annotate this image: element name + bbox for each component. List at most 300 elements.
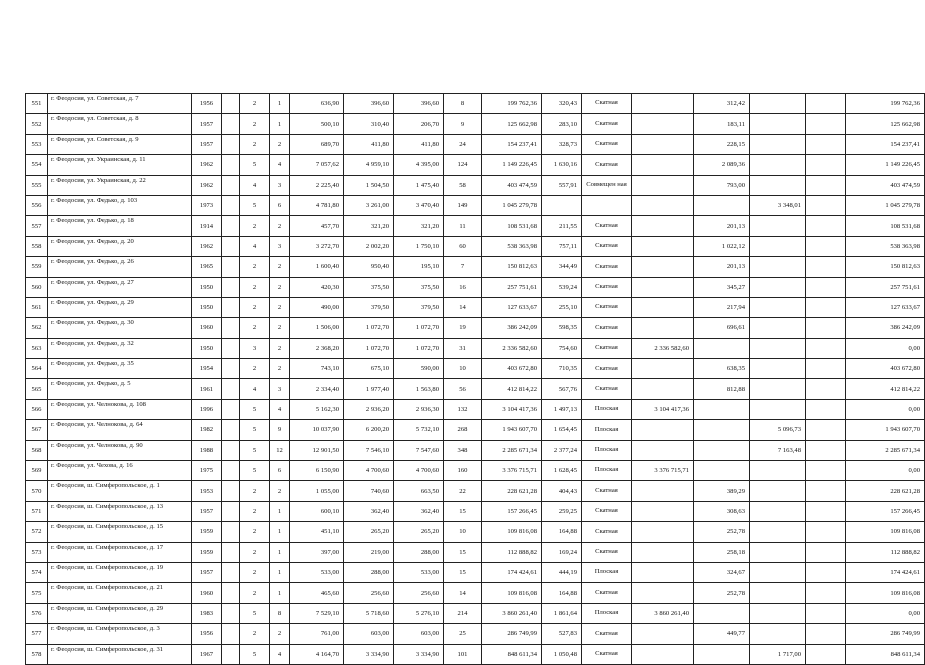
total-area-cell: 6 150,90 — [290, 461, 344, 481]
total-cell: 0,00 — [846, 603, 925, 623]
empty-cell — [222, 338, 240, 358]
cost-cell: 150 812,63 — [482, 257, 542, 277]
row-number-cell: 578 — [26, 644, 48, 664]
year-cell: 1950 — [192, 277, 222, 297]
roof-type-cell: Скатная — [582, 583, 632, 603]
unit-cost-cell: 328,73 — [542, 134, 582, 154]
year-cell: 1965 — [192, 257, 222, 277]
residents-cell: 15 — [444, 501, 482, 521]
year-cell: 1988 — [192, 440, 222, 460]
row-number-cell: 569 — [26, 461, 48, 481]
table-row — [26, 399, 925, 419]
cost-cell: 3 860 261,40 — [482, 603, 542, 623]
entrances-cell: 1 — [270, 522, 290, 542]
cost-cell: 403 672,80 — [482, 359, 542, 379]
roof-cost-cell — [632, 195, 694, 215]
year-cell: 1962 — [192, 175, 222, 195]
year-cell: 1975 — [192, 461, 222, 481]
year-cell: 1953 — [192, 481, 222, 501]
entrances-cell: 2 — [270, 481, 290, 501]
total-area-cell: 743,10 — [290, 359, 344, 379]
area-cell: 375,50 — [344, 277, 394, 297]
empty-cell — [806, 318, 846, 338]
other-cost-cell: 3 348,01 — [750, 195, 806, 215]
total-cell: 108 531,68 — [846, 216, 925, 236]
roof-repair-cell: 201,13 — [694, 257, 750, 277]
area-cell: 950,40 — [344, 257, 394, 277]
address-cell: г. Феодосия, ул. Федько, д. 5 — [48, 379, 192, 399]
total-area-cell: 533,00 — [290, 562, 344, 582]
area-cell: 4 959,10 — [344, 155, 394, 175]
row-number-cell: 575 — [26, 583, 48, 603]
empty-cell — [806, 644, 846, 664]
roof-repair-cell — [694, 644, 750, 664]
unit-cost-cell: 1 630,16 — [542, 155, 582, 175]
address-cell: г. Феодосия, ул. Украинская, д. 22 — [48, 175, 192, 195]
cost-cell: 199 762,36 — [482, 94, 542, 114]
residents-cell: 11 — [444, 216, 482, 236]
unit-cost-cell: 598,35 — [542, 318, 582, 338]
unit-cost-cell: 169,24 — [542, 542, 582, 562]
roof-repair-cell: 252,78 — [694, 583, 750, 603]
floors-cell: 5 — [240, 603, 270, 623]
empty-cell — [806, 114, 846, 134]
entrances-cell: 2 — [270, 359, 290, 379]
entrances-cell: 3 — [270, 175, 290, 195]
address-cell: г. Феодосия, ул. Советская, д. 9 — [48, 134, 192, 154]
entrances-cell: 4 — [270, 644, 290, 664]
floors-cell: 5 — [240, 155, 270, 175]
roof-repair-cell — [694, 440, 750, 460]
area-cell: 3 334,90 — [394, 644, 444, 664]
roof-cost-cell — [632, 297, 694, 317]
table-row — [26, 318, 925, 338]
total-cell: 127 633,67 — [846, 297, 925, 317]
row-number-cell: 557 — [26, 216, 48, 236]
unit-cost-cell: 567,76 — [542, 379, 582, 399]
area-cell: 4 700,60 — [394, 461, 444, 481]
area-cell: 6 200,20 — [344, 420, 394, 440]
entrances-cell: 8 — [270, 603, 290, 623]
empty-cell — [222, 318, 240, 338]
unit-cost-cell: 1 861,64 — [542, 603, 582, 623]
floors-cell: 2 — [240, 257, 270, 277]
row-number-cell: 576 — [26, 603, 48, 623]
total-area-cell: 2 225,40 — [290, 175, 344, 195]
table-row — [26, 644, 925, 664]
total-area-cell: 1 055,00 — [290, 481, 344, 501]
roof-type-cell: Скатная — [582, 134, 632, 154]
residents-cell: 132 — [444, 399, 482, 419]
total-area-cell: 451,10 — [290, 522, 344, 542]
total-cell: 125 662,98 — [846, 114, 925, 134]
year-cell: 1957 — [192, 501, 222, 521]
year-cell: 1973 — [192, 195, 222, 215]
residents-cell: 58 — [444, 175, 482, 195]
empty-cell — [806, 522, 846, 542]
year-cell: 1956 — [192, 624, 222, 644]
other-cost-cell — [750, 277, 806, 297]
roof-type-cell: Скатная — [582, 501, 632, 521]
year-cell: 1956 — [192, 94, 222, 114]
empty-cell — [222, 114, 240, 134]
roof-repair-cell — [694, 338, 750, 358]
total-cell: 0,00 — [846, 338, 925, 358]
other-cost-cell — [750, 624, 806, 644]
floors-cell: 2 — [240, 318, 270, 338]
floors-cell: 2 — [240, 583, 270, 603]
empty-cell — [222, 134, 240, 154]
address-cell: г. Феодосия, ул. Федько, д. 27 — [48, 277, 192, 297]
roof-cost-cell: 2 336 582,60 — [632, 338, 694, 358]
year-cell: 1957 — [192, 562, 222, 582]
empty-cell — [222, 94, 240, 114]
address-cell: г. Феодосия, ш. Симферопольское, д. 21 — [48, 583, 192, 603]
unit-cost-cell: 754,60 — [542, 338, 582, 358]
empty-cell — [806, 379, 846, 399]
empty-cell — [806, 542, 846, 562]
roof-cost-cell — [632, 481, 694, 501]
table-row — [26, 501, 925, 521]
other-cost-cell — [750, 562, 806, 582]
row-number-cell: 567 — [26, 420, 48, 440]
row-number-cell: 562 — [26, 318, 48, 338]
total-area-cell: 7 057,62 — [290, 155, 344, 175]
empty-cell — [222, 583, 240, 603]
table-row — [26, 236, 925, 256]
floors-cell: 5 — [240, 399, 270, 419]
empty-cell — [222, 522, 240, 542]
residents-cell: 16 — [444, 277, 482, 297]
address-cell: г. Феодосия, ул. Советская, д. 7 — [48, 94, 192, 114]
empty-cell — [806, 359, 846, 379]
row-number-cell: 556 — [26, 195, 48, 215]
empty-cell — [222, 461, 240, 481]
address-cell: г. Феодосия, ул. Челнокова, д. 64 — [48, 420, 192, 440]
roof-repair-cell: 252,78 — [694, 522, 750, 542]
roof-repair-cell: 324,67 — [694, 562, 750, 582]
year-cell: 1950 — [192, 338, 222, 358]
year-cell: 1954 — [192, 359, 222, 379]
roof-type-cell: Скатная — [582, 297, 632, 317]
entrances-cell: 2 — [270, 277, 290, 297]
area-cell: 4 395,00 — [394, 155, 444, 175]
area-cell: 1 504,50 — [344, 175, 394, 195]
empty-cell — [222, 257, 240, 277]
address-cell: г. Феодосия, ул. Федько, д. 32 — [48, 338, 192, 358]
other-cost-cell — [750, 134, 806, 154]
total-cell: 257 751,61 — [846, 277, 925, 297]
address-cell: г. Феодосия, ш. Симферопольское, д. 1 — [48, 481, 192, 501]
total-cell: 286 749,99 — [846, 624, 925, 644]
empty-cell — [806, 236, 846, 256]
unit-cost-cell: 710,35 — [542, 359, 582, 379]
table-row — [26, 94, 925, 114]
total-area-cell: 2 368,20 — [290, 338, 344, 358]
roof-repair-cell: 183,11 — [694, 114, 750, 134]
total-cell: 199 762,36 — [846, 94, 925, 114]
empty-cell — [222, 481, 240, 501]
area-cell: 1 977,40 — [344, 379, 394, 399]
area-cell: 1 563,80 — [394, 379, 444, 399]
roof-repair-cell: 345,27 — [694, 277, 750, 297]
area-cell: 265,20 — [344, 522, 394, 542]
roof-repair-cell: 201,13 — [694, 216, 750, 236]
empty-cell — [806, 175, 846, 195]
empty-cell — [806, 481, 846, 501]
table-row — [26, 420, 925, 440]
floors-cell: 2 — [240, 216, 270, 236]
row-number-cell: 572 — [26, 522, 48, 542]
roof-cost-cell — [632, 134, 694, 154]
cost-cell: 1 943 607,70 — [482, 420, 542, 440]
area-cell: 265,20 — [394, 522, 444, 542]
other-cost-cell — [750, 481, 806, 501]
cost-cell: 257 751,61 — [482, 277, 542, 297]
cost-cell: 386 242,09 — [482, 318, 542, 338]
roof-repair-cell: 2 089,36 — [694, 155, 750, 175]
entrances-cell: 2 — [270, 318, 290, 338]
total-area-cell: 5 162,30 — [290, 399, 344, 419]
row-number-cell: 561 — [26, 297, 48, 317]
empty-cell — [222, 644, 240, 664]
entrances-cell: 2 — [270, 257, 290, 277]
other-cost-cell — [750, 297, 806, 317]
total-cell: 0,00 — [846, 461, 925, 481]
area-cell: 310,40 — [344, 114, 394, 134]
area-cell: 396,60 — [344, 94, 394, 114]
year-cell: 1950 — [192, 297, 222, 317]
area-cell: 2 936,20 — [344, 399, 394, 419]
floors-cell: 5 — [240, 440, 270, 460]
empty-cell — [806, 155, 846, 175]
roof-cost-cell — [632, 522, 694, 542]
entrances-cell: 1 — [270, 583, 290, 603]
area-cell: 3 334,90 — [344, 644, 394, 664]
unit-cost-cell: 557,91 — [542, 175, 582, 195]
roof-type-cell: Скатная — [582, 644, 632, 664]
empty-cell — [222, 440, 240, 460]
register-sheet — [25, 93, 925, 665]
roof-cost-cell — [632, 379, 694, 399]
empty-cell — [222, 236, 240, 256]
area-cell: 675,10 — [344, 359, 394, 379]
buildings-table — [25, 93, 925, 665]
entrances-cell: 12 — [270, 440, 290, 460]
year-cell: 1957 — [192, 134, 222, 154]
roof-type-cell: Скатная — [582, 257, 632, 277]
table-body — [26, 94, 925, 665]
entrances-cell: 1 — [270, 542, 290, 562]
residents-cell: 8 — [444, 94, 482, 114]
roof-cost-cell — [632, 175, 694, 195]
total-area-cell: 397,00 — [290, 542, 344, 562]
empty-cell — [806, 461, 846, 481]
table-row — [26, 583, 925, 603]
address-cell: г. Феодосия, ш. Симферопольское, д. 17 — [48, 542, 192, 562]
total-cell: 403 474,59 — [846, 175, 925, 195]
residents-cell: 24 — [444, 134, 482, 154]
roof-repair-cell — [694, 461, 750, 481]
floors-cell: 2 — [240, 297, 270, 317]
other-cost-cell — [750, 216, 806, 236]
address-cell: г. Феодосия, ул. Федько, д. 29 — [48, 297, 192, 317]
cost-cell: 1 149 226,45 — [482, 155, 542, 175]
total-area-cell: 500,10 — [290, 114, 344, 134]
other-cost-cell — [750, 338, 806, 358]
year-cell: 1959 — [192, 542, 222, 562]
total-area-cell: 457,70 — [290, 216, 344, 236]
floors-cell: 2 — [240, 624, 270, 644]
empty-cell — [222, 195, 240, 215]
cost-cell: 108 531,68 — [482, 216, 542, 236]
row-number-cell: 555 — [26, 175, 48, 195]
roof-type-cell: Скатная — [582, 481, 632, 501]
residents-cell: 9 — [444, 114, 482, 134]
entrances-cell: 2 — [270, 624, 290, 644]
address-cell: г. Феодосия, ш. Симферопольское, д. 19 — [48, 562, 192, 582]
area-cell: 321,20 — [344, 216, 394, 236]
floors-cell: 2 — [240, 542, 270, 562]
cost-cell: 127 633,67 — [482, 297, 542, 317]
entrances-cell: 6 — [270, 461, 290, 481]
roof-cost-cell — [632, 236, 694, 256]
other-cost-cell: 1 717,00 — [750, 644, 806, 664]
empty-cell — [222, 277, 240, 297]
total-area-cell: 1 600,40 — [290, 257, 344, 277]
roof-type-cell: Скатная — [582, 359, 632, 379]
roof-type-cell — [582, 195, 632, 215]
entrances-cell: 1 — [270, 114, 290, 134]
total-area-cell: 12 901,50 — [290, 440, 344, 460]
unit-cost-cell: 539,24 — [542, 277, 582, 297]
address-cell: г. Феодосия, ул. Федько, д. 18 — [48, 216, 192, 236]
total-area-cell: 2 334,40 — [290, 379, 344, 399]
empty-cell — [806, 420, 846, 440]
floors-cell: 5 — [240, 195, 270, 215]
address-cell: г. Феодосия, ул. Советская, д. 8 — [48, 114, 192, 134]
other-cost-cell — [750, 257, 806, 277]
year-cell: 1962 — [192, 236, 222, 256]
cost-cell: 112 888,82 — [482, 542, 542, 562]
empty-cell — [806, 195, 846, 215]
area-cell: 379,50 — [344, 297, 394, 317]
entrances-cell: 4 — [270, 155, 290, 175]
roof-type-cell: Плоская — [582, 420, 632, 440]
floors-cell: 4 — [240, 236, 270, 256]
area-cell: 411,80 — [344, 134, 394, 154]
table-row — [26, 175, 925, 195]
other-cost-cell — [750, 175, 806, 195]
empty-cell — [222, 542, 240, 562]
cost-cell: 3 376 715,71 — [482, 461, 542, 481]
area-cell: 1 072,70 — [394, 338, 444, 358]
other-cost-cell: 7 163,48 — [750, 440, 806, 460]
empty-cell — [222, 175, 240, 195]
empty-cell — [222, 501, 240, 521]
other-cost-cell — [750, 542, 806, 562]
cost-cell: 174 424,61 — [482, 562, 542, 582]
roof-cost-cell — [632, 257, 694, 277]
roof-cost-cell — [632, 277, 694, 297]
unit-cost-cell — [542, 195, 582, 215]
roof-type-cell: Плоская — [582, 461, 632, 481]
other-cost-cell — [750, 236, 806, 256]
floors-cell: 5 — [240, 644, 270, 664]
unit-cost-cell: 164,88 — [542, 522, 582, 542]
empty-cell — [806, 624, 846, 644]
floors-cell: 2 — [240, 277, 270, 297]
residents-cell: 10 — [444, 359, 482, 379]
residents-cell: 60 — [444, 236, 482, 256]
roof-cost-cell — [632, 318, 694, 338]
entrances-cell: 2 — [270, 216, 290, 236]
roof-cost-cell — [632, 644, 694, 664]
empty-cell — [222, 379, 240, 399]
cost-cell: 157 266,45 — [482, 501, 542, 521]
empty-cell — [222, 603, 240, 623]
other-cost-cell — [750, 603, 806, 623]
other-cost-cell — [750, 583, 806, 603]
table-row — [26, 542, 925, 562]
total-cell: 0,00 — [846, 399, 925, 419]
address-cell: г. Феодосия, ул. Федько, д. 26 — [48, 257, 192, 277]
year-cell: 1961 — [192, 379, 222, 399]
year-cell: 1960 — [192, 583, 222, 603]
floors-cell: 2 — [240, 359, 270, 379]
area-cell: 379,50 — [394, 297, 444, 317]
residents-cell: 7 — [444, 257, 482, 277]
area-cell: 1 475,40 — [394, 175, 444, 195]
unit-cost-cell: 344,49 — [542, 257, 582, 277]
address-cell: г. Феодосия, ул. Чехова, д. 16 — [48, 461, 192, 481]
address-cell: г. Феодосия, ш. Симферопольское, д. 29 — [48, 603, 192, 623]
table-row — [26, 624, 925, 644]
area-cell: 411,80 — [394, 134, 444, 154]
area-cell: 5 732,10 — [394, 420, 444, 440]
total-cell: 154 237,41 — [846, 134, 925, 154]
empty-cell — [806, 399, 846, 419]
area-cell: 288,00 — [394, 542, 444, 562]
total-cell: 2 285 671,34 — [846, 440, 925, 460]
area-cell: 7 547,60 — [394, 440, 444, 460]
area-cell: 321,20 — [394, 216, 444, 236]
residents-cell: 10 — [444, 522, 482, 542]
row-number-cell: 577 — [26, 624, 48, 644]
unit-cost-cell: 444,19 — [542, 562, 582, 582]
row-number-cell: 558 — [26, 236, 48, 256]
empty-cell — [806, 94, 846, 114]
total-cell: 174 424,61 — [846, 562, 925, 582]
cost-cell: 3 104 417,36 — [482, 399, 542, 419]
cost-cell: 2 336 582,60 — [482, 338, 542, 358]
roof-repair-cell — [694, 399, 750, 419]
total-cell: 1 943 607,70 — [846, 420, 925, 440]
floors-cell: 3 — [240, 338, 270, 358]
total-cell: 228 621,28 — [846, 481, 925, 501]
roof-repair-cell: 696,61 — [694, 318, 750, 338]
empty-cell — [806, 562, 846, 582]
area-cell: 533,00 — [394, 562, 444, 582]
year-cell: 1983 — [192, 603, 222, 623]
row-number-cell: 565 — [26, 379, 48, 399]
unit-cost-cell: 255,10 — [542, 297, 582, 317]
roof-type-cell: Скатная — [582, 379, 632, 399]
other-cost-cell — [750, 318, 806, 338]
roof-cost-cell — [632, 542, 694, 562]
table-row — [26, 562, 925, 582]
area-cell: 5 718,60 — [344, 603, 394, 623]
